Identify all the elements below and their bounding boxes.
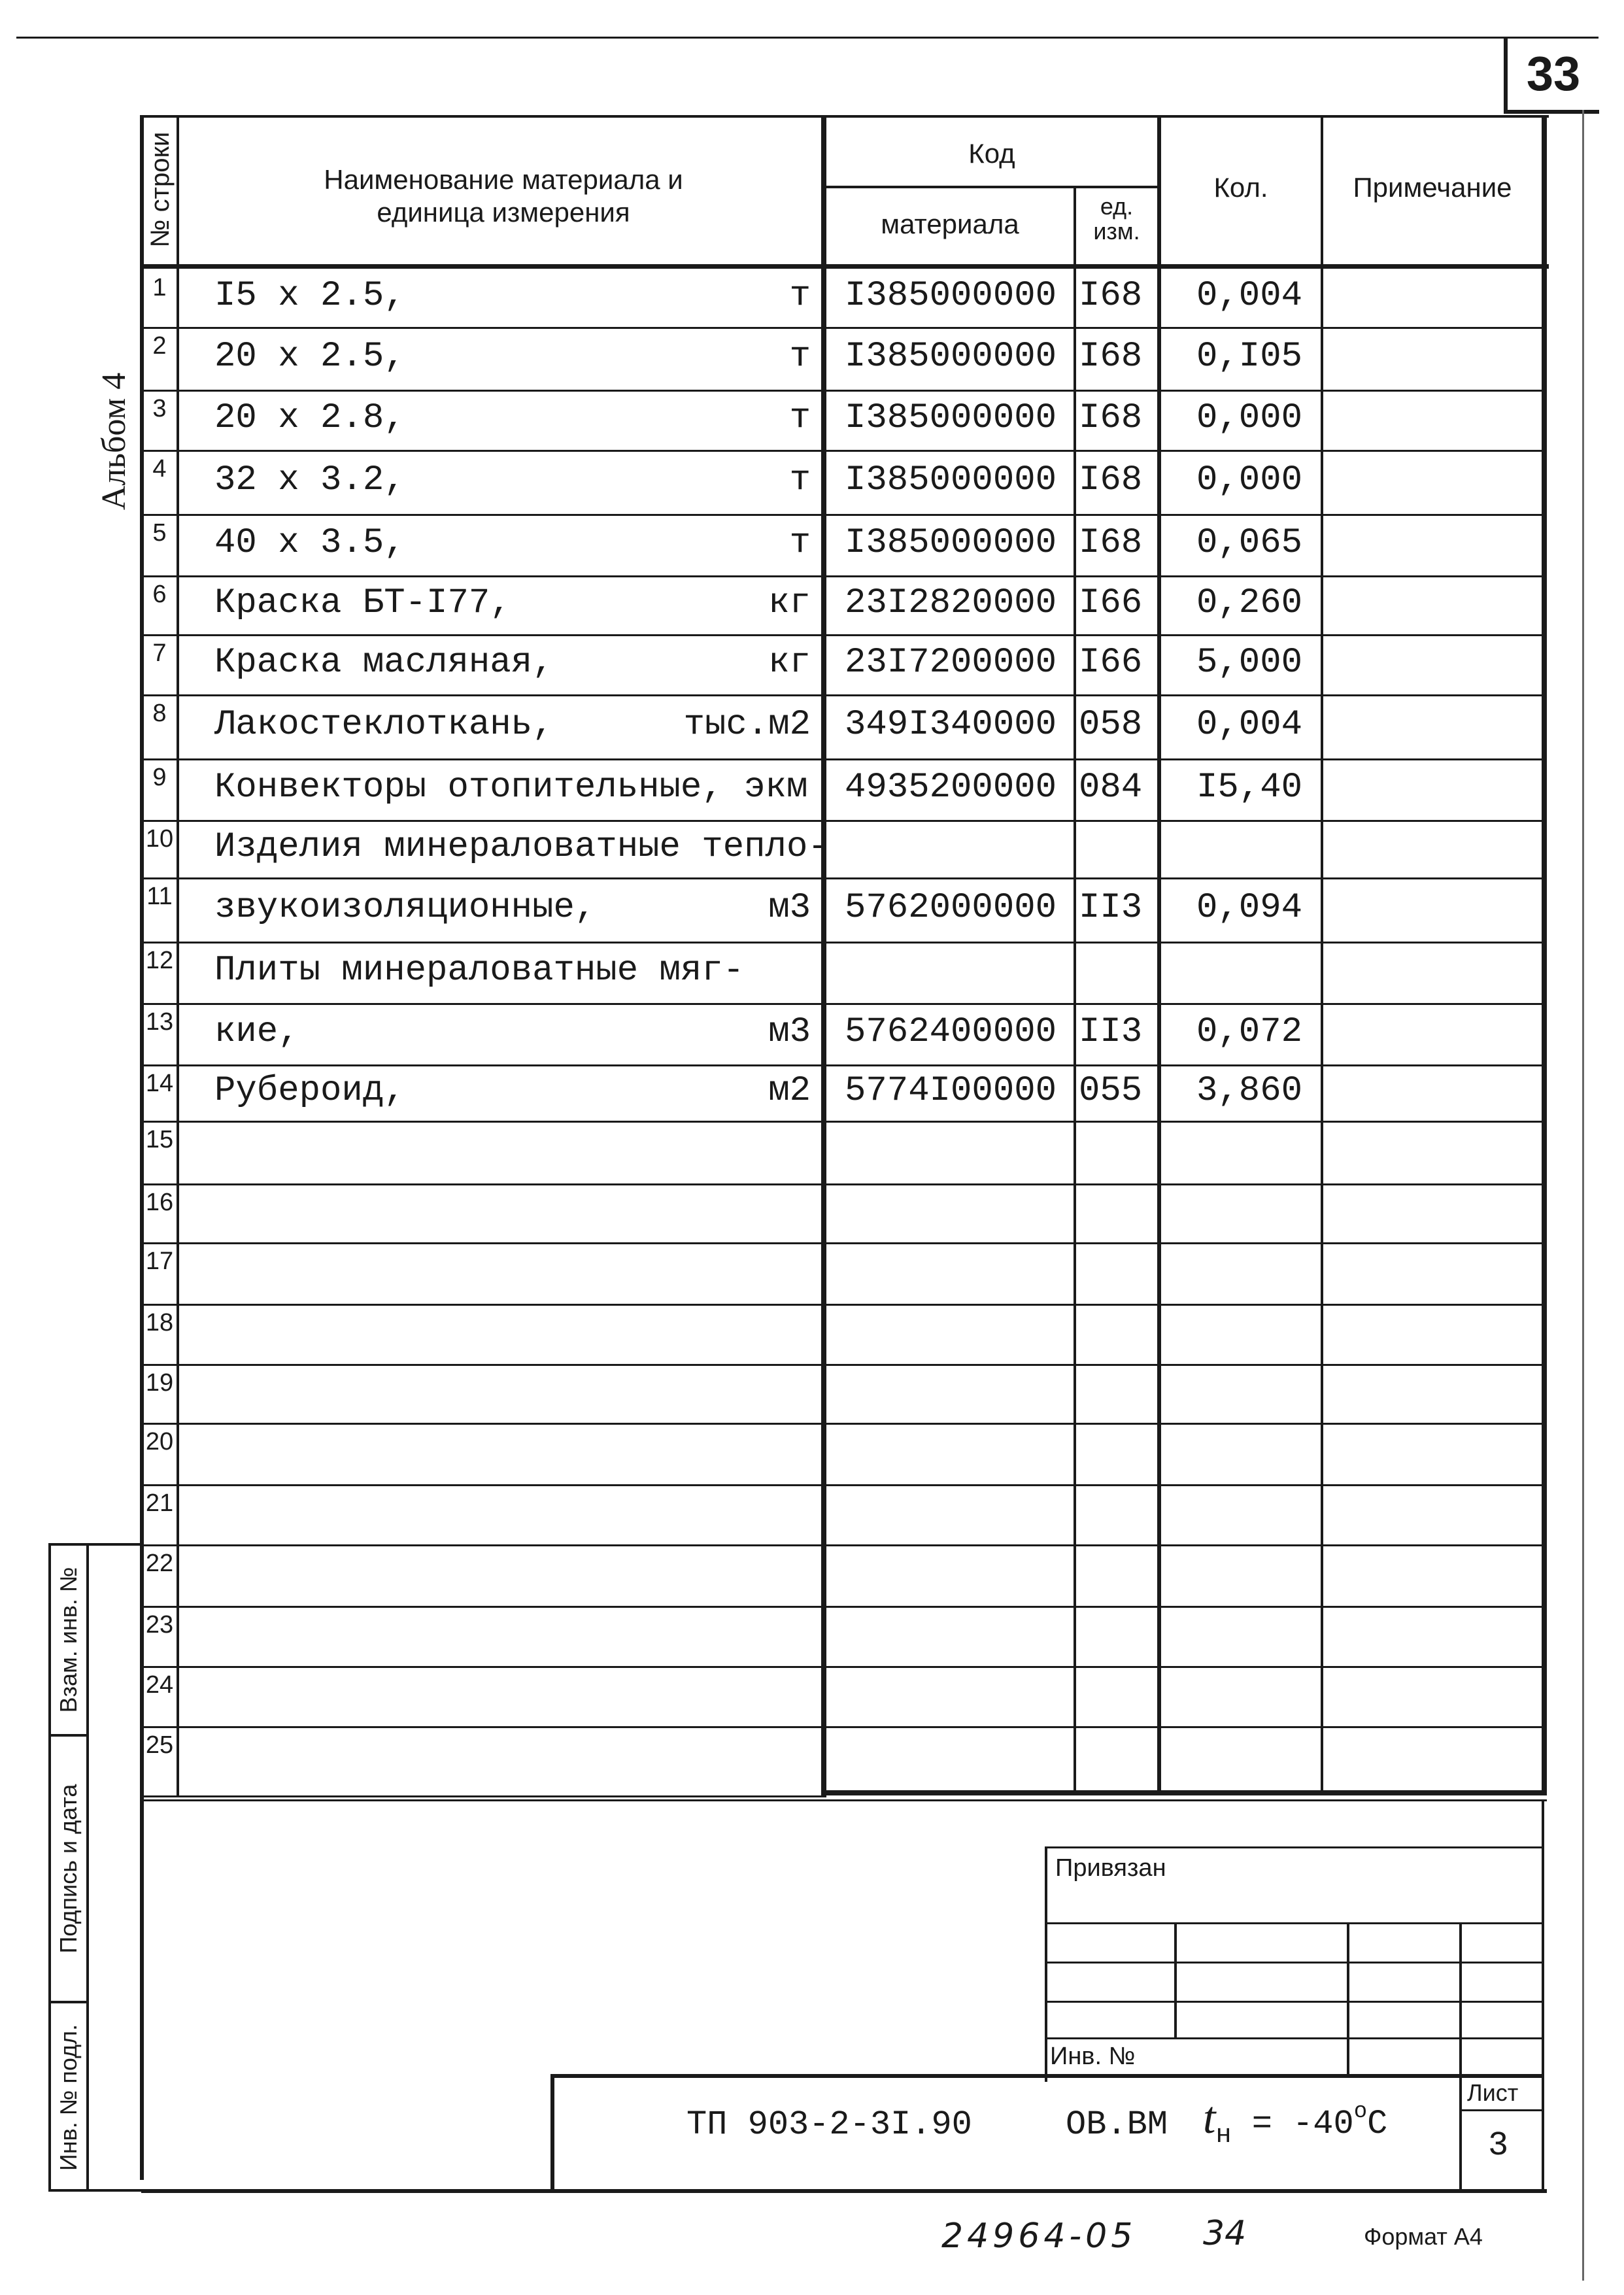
row-number: 14	[145, 1070, 174, 1097]
format-label: Формат А4	[1364, 2223, 1483, 2250]
row-divider	[141, 1484, 1544, 1486]
row-divider	[141, 942, 1544, 944]
row-unit-code: II3	[1079, 888, 1143, 928]
header-code: Код	[968, 138, 1015, 169]
row-unit: м3	[768, 888, 811, 928]
col-qty-divider	[1321, 115, 1323, 1795]
doc-mark: ОВ.ВМ	[1066, 2105, 1168, 2144]
row-qty: 0,I05	[1196, 337, 1303, 377]
row-unit: т	[789, 460, 811, 500]
inv-no-label: Инв. №	[1050, 2043, 1136, 2070]
temperature-design	[1203, 2092, 1388, 2150]
side-vzam-label: Взам. инв. №	[55, 1567, 82, 1713]
row-divider	[141, 327, 1544, 329]
row-name: Лакостеклоткань,	[214, 705, 554, 745]
row-code: 5762000000	[845, 888, 1057, 928]
row-divider	[141, 634, 1544, 636]
temp-sub: н	[1215, 2121, 1232, 2150]
row-name: Изделия минераловатные тепло-	[214, 827, 829, 867]
row-number: 6	[152, 581, 167, 608]
row-divider	[141, 877, 1544, 879]
row-qty: I5,40	[1196, 768, 1303, 808]
row-number: 8	[152, 700, 167, 727]
row-name: 20 x 2.8,	[214, 398, 405, 438]
col-unit-divider	[1157, 115, 1161, 1795]
row-unit-code: I68	[1079, 276, 1143, 316]
row-number: 15	[145, 1126, 174, 1153]
row-divider	[141, 758, 1544, 760]
row-number: 20	[145, 1428, 174, 1455]
header-bottom-border	[140, 264, 1549, 269]
row-name: Плиты минераловатные мяг-	[214, 951, 745, 991]
row-divider	[141, 1183, 1544, 1185]
row-qty: 0,000	[1196, 398, 1303, 438]
row-number: 19	[145, 1369, 174, 1397]
table-bottom-border	[821, 1790, 1547, 1795]
row-code: 23I7200000	[845, 643, 1057, 683]
row-number: 21	[145, 1489, 174, 1517]
row-qty: 3,860	[1196, 1071, 1303, 1111]
row-divider	[141, 1364, 1544, 1366]
row-number: 5	[152, 519, 167, 547]
row-qty: 0,072	[1196, 1012, 1303, 1052]
row-unit: т	[789, 276, 811, 316]
rows-bottom-line	[140, 1795, 826, 1797]
row-divider	[141, 1726, 1544, 1728]
row-name: Рубероид,	[214, 1071, 405, 1111]
row-number: 13	[145, 1008, 174, 1036]
side-inv-podl-label: Инв. № подл.	[55, 2024, 82, 2171]
right-edge-line	[1582, 110, 1584, 2281]
table-left-border	[140, 115, 144, 2180]
row-code: 349I340000	[845, 705, 1057, 745]
row-unit-code: II3	[1079, 1012, 1143, 1052]
doc-code: ТП 903-2-3I.90	[686, 2105, 972, 2144]
row-unit-code: 055	[1079, 1071, 1143, 1111]
row-unit: кг	[768, 643, 811, 683]
row-divider	[141, 575, 1544, 577]
row-number: 10	[145, 825, 174, 853]
row-unit-code: I68	[1079, 460, 1143, 500]
header-row-no: № строки	[146, 131, 175, 248]
row-unit: т	[789, 523, 811, 563]
col-right-border	[1542, 115, 1547, 1795]
row-unit-code: I66	[1079, 643, 1143, 683]
row-unit-code: I68	[1079, 398, 1143, 438]
row-name: звукоизоляционные,	[214, 888, 596, 928]
row-unit: м3	[768, 1012, 811, 1052]
code-sub-divider	[821, 186, 1161, 188]
col-material-divider	[1074, 187, 1076, 1795]
row-qty: 0,065	[1196, 523, 1303, 563]
row-code: I385000000	[845, 276, 1057, 316]
row-number: 22	[145, 1550, 174, 1577]
row-divider	[141, 1304, 1544, 1306]
col-rownum-divider	[177, 115, 179, 1795]
row-number: 23	[145, 1611, 174, 1639]
row-divider	[141, 1423, 1544, 1425]
row-code: I385000000	[845, 523, 1057, 563]
temp-unit: С	[1367, 2105, 1388, 2143]
row-code: I385000000	[845, 460, 1057, 500]
header-name-line1: Наименование материала и	[324, 164, 683, 195]
header-unit-line1: ед.	[1100, 193, 1134, 220]
row-number: 24	[145, 1671, 174, 1699]
row-unit-code: 084	[1079, 768, 1143, 808]
row-qty: 0,004	[1196, 705, 1303, 745]
header-qty: Кол.	[1213, 172, 1268, 203]
row-number: 25	[145, 1731, 174, 1759]
footer-handwritten-number: 24964-05	[941, 2217, 1137, 2256]
header-name-line2: единица измерения	[377, 197, 630, 228]
row-unit: т	[789, 398, 811, 438]
row-number: 4	[152, 455, 167, 483]
temp-value: = -40	[1251, 2105, 1354, 2143]
row-code: 5774I00000	[845, 1071, 1057, 1111]
row-number: 11	[146, 883, 173, 910]
row-divider	[141, 1121, 1544, 1123]
row-unit-code: 058	[1079, 705, 1143, 745]
row-number: 18	[145, 1309, 174, 1336]
row-divider	[141, 820, 1544, 822]
footer-handwritten-sheet: 34	[1203, 2214, 1247, 2253]
temp-symbol: t	[1203, 2093, 1216, 2143]
list-label: Лист	[1467, 2079, 1519, 2106]
row-name: Краска БТ-I77,	[214, 583, 511, 623]
row-code: I385000000	[845, 398, 1057, 438]
row-number: 9	[152, 764, 167, 791]
row-unit: м2	[768, 1071, 811, 1111]
row-name: I5 x 2.5,	[214, 276, 405, 316]
row-divider	[141, 1064, 1544, 1066]
row-number: 3	[152, 395, 167, 422]
list-value: 3	[1488, 2126, 1509, 2165]
header-note: Примечание	[1353, 172, 1512, 203]
row-number: 1	[152, 274, 167, 301]
row-unit-code: I68	[1079, 337, 1143, 377]
row-code: 5762400000	[845, 1012, 1057, 1052]
album-label: Альбом 4	[95, 372, 133, 511]
row-number: 2	[152, 332, 167, 360]
row-qty: 0,000	[1196, 460, 1303, 500]
row-unit-code: I66	[1079, 583, 1143, 623]
row-qty: 0,094	[1196, 888, 1303, 928]
page-number: 33	[1504, 38, 1599, 114]
row-code: 4935200000	[845, 768, 1057, 808]
row-number: 7	[152, 639, 167, 667]
row-qty: 5,000	[1196, 643, 1303, 683]
side-podpis-label: Подпись и дата	[55, 1784, 82, 1954]
col-name-divider	[821, 115, 826, 1795]
row-qty: 0,004	[1196, 276, 1303, 316]
table-top-border	[140, 115, 1549, 118]
row-divider	[141, 390, 1544, 392]
row-name: 32 x 3.2,	[214, 460, 405, 500]
row-name: кие,	[214, 1012, 299, 1052]
row-qty: 0,260	[1196, 583, 1303, 623]
privyazan-label: Привязан	[1055, 1854, 1166, 1882]
row-divider	[141, 514, 1544, 516]
row-code: I385000000	[845, 337, 1057, 377]
row-name: Конвекторы отопительные, экм	[214, 768, 808, 808]
row-number: 12	[145, 947, 174, 974]
row-divider	[141, 694, 1544, 696]
row-name: Краска масляная,	[214, 643, 554, 683]
row-divider	[141, 1606, 1544, 1608]
row-divider	[141, 1242, 1544, 1244]
row-unit: кг	[768, 583, 811, 623]
row-divider	[141, 450, 1544, 452]
row-name: 20 x 2.5,	[214, 337, 405, 377]
top-border-line	[16, 37, 1599, 39]
row-unit-code: I68	[1079, 523, 1143, 563]
row-unit: тыс.м2	[683, 705, 811, 745]
header-unit-line2: изм.	[1093, 218, 1140, 245]
temp-deg: о	[1353, 2100, 1368, 2124]
row-divider	[141, 1544, 1544, 1546]
row-unit: т	[789, 337, 811, 377]
row-divider	[141, 1003, 1544, 1005]
row-code: 23I2820000	[845, 583, 1057, 623]
row-name: 40 x 3.5,	[214, 523, 405, 563]
row-divider	[141, 1666, 1544, 1668]
row-number: 17	[145, 1248, 174, 1275]
row-number: 16	[145, 1189, 174, 1216]
header-material: материала	[881, 209, 1019, 239]
